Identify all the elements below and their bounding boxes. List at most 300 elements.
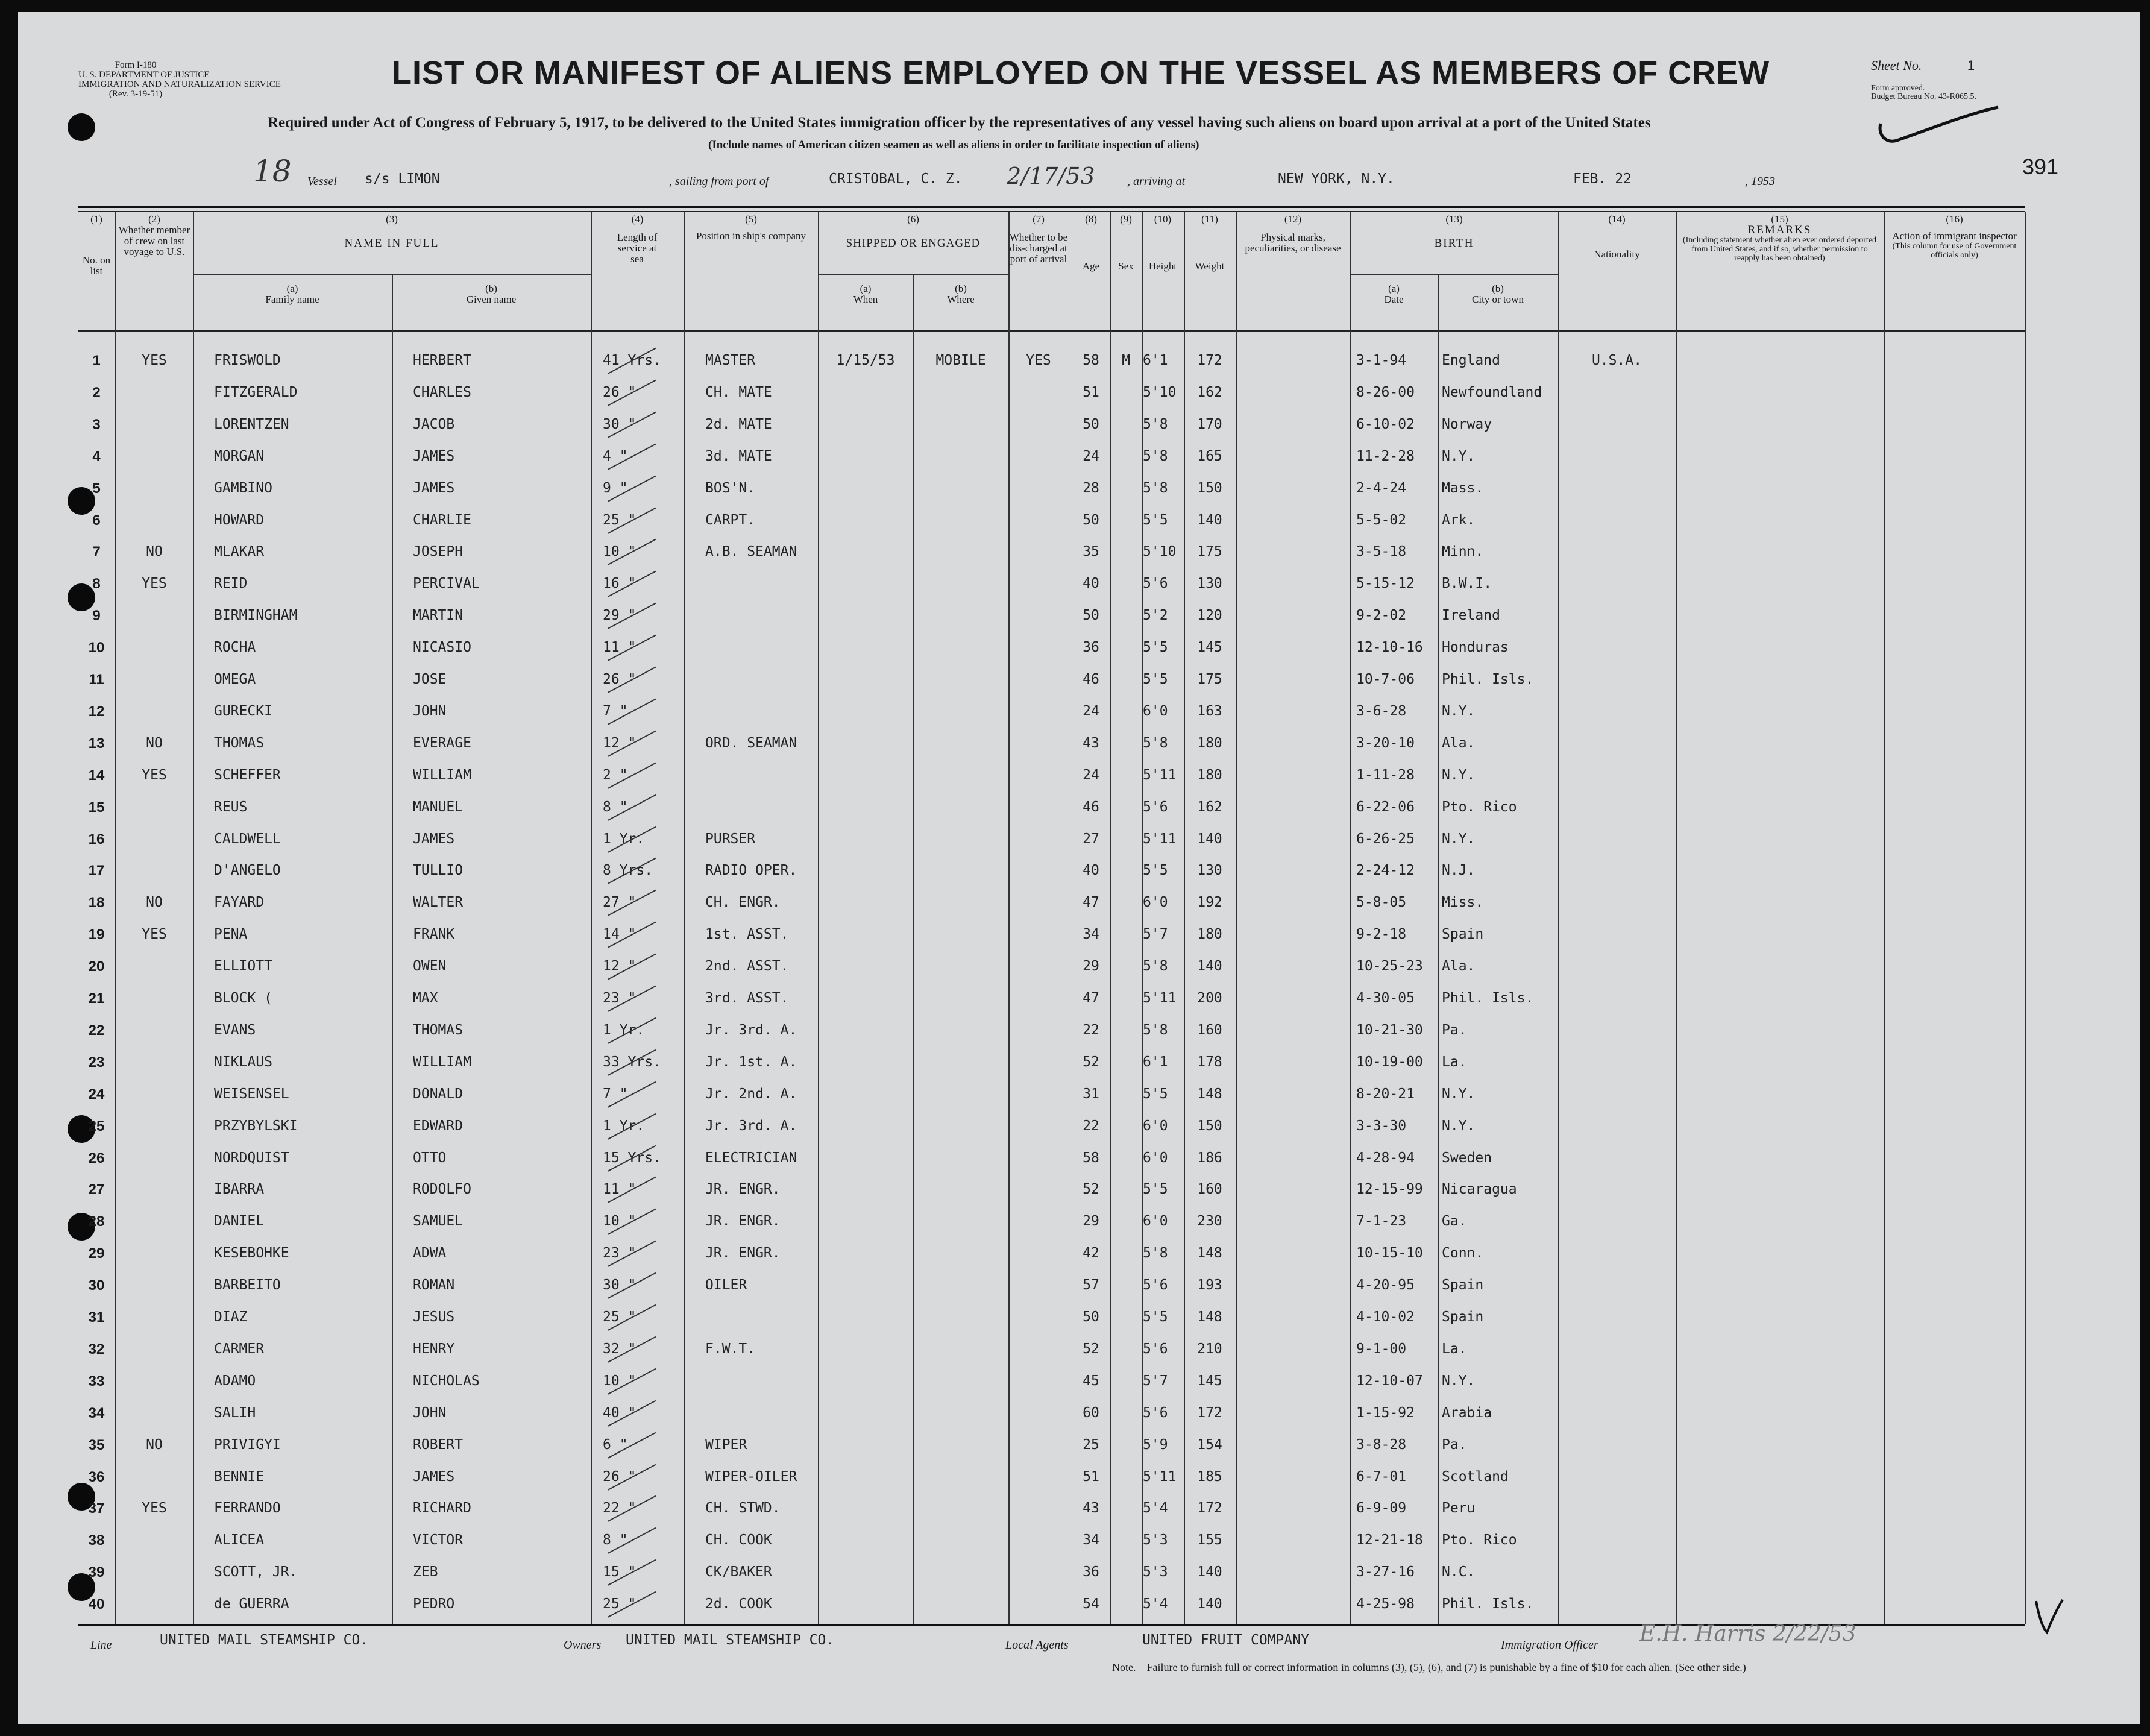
table-row — [0, 353, 2150, 377]
cell-age: 29 — [1083, 1213, 1099, 1229]
cell-given: JOSEPH — [413, 544, 464, 559]
cell-family: SALIH — [214, 1405, 256, 1421]
cell-city: N.Y. — [1442, 767, 1476, 783]
cell-position: MASTER — [705, 353, 756, 368]
cell-age: 51 — [1083, 385, 1099, 400]
cell-given: JOHN — [413, 703, 447, 719]
cell-bdate: 9-2-18 — [1356, 926, 1407, 942]
table-row — [0, 1277, 2150, 1301]
cell-n: 31 — [88, 1309, 105, 1326]
table-row — [0, 1054, 2150, 1078]
agents-label: Local Agents — [1005, 1638, 1069, 1652]
cell-height: 5'11 — [1143, 767, 1177, 783]
cell-height: 5'8 — [1143, 735, 1168, 751]
cell-family: WEISENSEL — [214, 1086, 289, 1102]
cell-service: 10 " — [603, 1213, 684, 1229]
col3-num: (3) — [386, 213, 398, 225]
cell-position: 2nd. ASST. — [705, 958, 789, 974]
cell-height: 6'0 — [1143, 1118, 1168, 1134]
cell-weight: 210 — [1197, 1341, 1222, 1357]
cell-sex: M — [1122, 353, 1130, 368]
cell-age: 27 — [1083, 831, 1099, 847]
cell-bdate: 1-15-92 — [1356, 1405, 1415, 1421]
cell-age: 50 — [1083, 1309, 1099, 1325]
cell-n: 5 — [92, 480, 101, 497]
table-row — [0, 1118, 2150, 1142]
cell-position: CK/BAKER — [705, 1564, 772, 1580]
cell-age: 58 — [1083, 353, 1099, 368]
cell-weight: 148 — [1197, 1245, 1222, 1261]
cell-bdate: 12-10-07 — [1356, 1373, 1423, 1389]
cell-bdate: 2-4-24 — [1356, 480, 1407, 496]
col12-header — [1236, 214, 1350, 254]
cell-age: 46 — [1083, 799, 1099, 815]
cell-position: ORD. SEAMAN — [705, 735, 797, 751]
cell-weight: 172 — [1197, 1405, 1222, 1421]
cell-family: REID — [214, 576, 248, 591]
cell-height: 5'6 — [1143, 1405, 1168, 1421]
arrival-year — [1745, 175, 1775, 189]
cell-height: 5'6 — [1143, 576, 1168, 591]
cell-bdate: 4-25-98 — [1356, 1596, 1415, 1612]
cell-bdate: 7-1-23 — [1356, 1213, 1407, 1229]
cell-weight: 180 — [1197, 926, 1222, 942]
cell-city: Scotland — [1442, 1469, 1509, 1485]
cell-age: 50 — [1083, 417, 1099, 432]
cell-family: SCOTT, JR. — [214, 1564, 298, 1580]
cell-position: A.B. SEAMAN — [705, 544, 797, 559]
cell-family: IBARRA — [214, 1181, 265, 1197]
cell-service: 14 " — [603, 926, 684, 942]
col3b-header — [392, 283, 591, 305]
agents-value: UNITED FRUIT COMPANY — [1142, 1632, 1309, 1648]
col13b-num: (b) — [1492, 283, 1504, 294]
cell-service: 8 " — [603, 799, 684, 815]
col1-label: No. on list — [82, 254, 111, 277]
cell-height: 6'0 — [1143, 895, 1168, 910]
cell-age: 22 — [1083, 1022, 1099, 1038]
cell-given: TULLIO — [413, 863, 464, 878]
cell-service: 25 " — [603, 512, 684, 528]
table-row — [0, 1405, 2150, 1429]
table-row — [0, 1469, 2150, 1493]
cell-service: 41 Yrs. — [603, 353, 684, 368]
cell-n: 3 — [92, 417, 101, 433]
cell-age: 34 — [1083, 926, 1099, 942]
table-row — [0, 895, 2150, 919]
cell-service: 8 " — [603, 1532, 684, 1548]
cell-position: RADIO OPER. — [705, 863, 797, 878]
cell-n: 16 — [88, 831, 105, 848]
cell-height: 5'8 — [1143, 1022, 1168, 1038]
cell-family: PRIVIGYI — [214, 1437, 281, 1453]
col7-num: (7) — [1033, 213, 1045, 225]
col13a-header — [1350, 283, 1438, 305]
cell-city: Norway — [1442, 417, 1492, 432]
cell-family: DIAZ — [214, 1309, 248, 1325]
cell-n: 19 — [88, 926, 105, 943]
cell-service: 1 Yr. — [603, 1022, 684, 1038]
table-row — [0, 512, 2150, 536]
cell-given: VICTOR — [413, 1532, 464, 1548]
table-row — [0, 831, 2150, 855]
cell-height: 5'5 — [1143, 1086, 1168, 1102]
cell-service: 1 Yr. — [603, 831, 684, 847]
cell-family: BENNIE — [214, 1469, 265, 1485]
table-row — [0, 1373, 2150, 1397]
department-name: U. S. DEPARTMENT OF JUSTICE — [78, 70, 210, 80]
cell-bdate: 6-26-25 — [1356, 831, 1415, 847]
cell-family: NIKLAUS — [214, 1054, 272, 1070]
cell-height: 5'6 — [1143, 1277, 1168, 1293]
col1-header — [78, 214, 115, 277]
col9-header — [1110, 214, 1142, 272]
cell-service: 33 Yrs. — [603, 1054, 684, 1070]
cell-bdate: 9-2-02 — [1356, 608, 1407, 623]
cell-city: N.Y. — [1442, 1086, 1476, 1102]
cell-n: 17 — [88, 863, 105, 879]
cell-family: BLOCK ( — [214, 990, 272, 1006]
cell-bdate: 3-5-18 — [1356, 544, 1407, 559]
cell-given: OWEN — [413, 958, 447, 974]
table-row — [0, 1532, 2150, 1556]
table-row — [0, 1309, 2150, 1333]
cell-given: WALTER — [413, 895, 464, 910]
table-row — [0, 703, 2150, 728]
sailing-label: , sailing from port of — [669, 175, 769, 188]
cell-age: 52 — [1083, 1341, 1099, 1357]
cell-given: NICHOLAS — [413, 1373, 480, 1389]
cell-height: 5'8 — [1143, 1245, 1168, 1261]
cell-family: GURECKI — [214, 703, 272, 719]
col8-header — [1072, 214, 1110, 272]
handwritten-date: 2/17/53 — [1007, 163, 1095, 189]
cell-given: JOSE — [413, 671, 447, 687]
cell-prev: NO — [146, 544, 163, 559]
col7-header — [1008, 214, 1069, 265]
cell-given: ADWA — [413, 1245, 447, 1261]
cell-position: OILER — [705, 1277, 747, 1293]
cell-service: 25 " — [603, 1596, 684, 1612]
cell-height: 6'1 — [1143, 353, 1168, 368]
cell-position: CARPT. — [705, 512, 756, 528]
cell-service: 25 " — [603, 1309, 684, 1325]
cell-service: 2 " — [603, 767, 684, 783]
cell-city: Ala. — [1442, 958, 1476, 974]
col2-header — [116, 214, 193, 257]
cell-family: BIRMINGHAM — [214, 608, 298, 623]
cell-position: Jr. 3rd. A. — [705, 1118, 797, 1134]
cell-given: NICASIO — [413, 640, 471, 655]
cell-weight: 160 — [1197, 1022, 1222, 1038]
table-row — [0, 1564, 2150, 1588]
col15-label: REMARKS — [1747, 224, 1812, 236]
cell-weight: 175 — [1197, 544, 1222, 559]
cell-age: 50 — [1083, 512, 1099, 528]
cell-n: 14 — [88, 767, 105, 784]
cell-age: 24 — [1083, 767, 1099, 783]
cell-position: Jr. 1st. A. — [705, 1054, 797, 1070]
cell-age: 43 — [1083, 735, 1099, 751]
col13a-num: (a) — [1388, 283, 1400, 294]
table-row — [0, 448, 2150, 473]
table-row — [0, 417, 2150, 441]
cell-n: 36 — [88, 1469, 105, 1485]
cell-service: 4 " — [603, 448, 684, 464]
cell-service: 8 Yrs. — [603, 863, 684, 878]
cell-city: Sweden — [1442, 1150, 1492, 1166]
cell-city: B.W.I. — [1442, 576, 1492, 591]
cell-bdate: 2-24-12 — [1356, 863, 1415, 878]
cell-n: 33 — [88, 1373, 105, 1389]
officer-label: Immigration Officer — [1501, 1638, 1598, 1652]
line-value: UNITED MAIL STEAMSHIP CO. — [160, 1632, 369, 1648]
cell-given: JAMES — [413, 480, 455, 496]
col6-num: (6) — [907, 213, 919, 225]
cell-given: FRANK — [413, 926, 455, 942]
cell-given: MAX — [413, 990, 438, 1006]
cell-bdate: 3-27-16 — [1356, 1564, 1415, 1580]
table-row — [0, 1150, 2150, 1174]
cell-city: Phil. Isls. — [1442, 990, 1534, 1006]
table-row — [0, 799, 2150, 823]
cell-n: 28 — [88, 1213, 105, 1230]
cell-city: La. — [1442, 1054, 1467, 1070]
col15-header — [1676, 214, 1884, 263]
table-row — [0, 544, 2150, 568]
cell-n: 27 — [88, 1181, 105, 1198]
cell-city: Spain — [1442, 926, 1484, 942]
table-row — [0, 1437, 2150, 1461]
cell-n: 30 — [88, 1277, 105, 1294]
cell-weight: 140 — [1197, 1564, 1222, 1580]
cell-weight: 145 — [1197, 640, 1222, 655]
cell-position: CH. ENGR. — [705, 895, 781, 910]
cell-service: 15 Yrs. — [603, 1150, 684, 1166]
table-row — [0, 1022, 2150, 1046]
cell-family: MLAKAR — [214, 544, 265, 559]
cell-n: 18 — [88, 895, 105, 911]
cell-height: 6'0 — [1143, 1150, 1168, 1166]
cell-service: 9 " — [603, 480, 684, 496]
cell-weight: 140 — [1197, 958, 1222, 974]
cell-city: Phil. Isls. — [1442, 671, 1534, 687]
cell-position: WIPER — [705, 1437, 747, 1453]
cell-n: 39 — [88, 1564, 105, 1580]
cell-city: N.Y. — [1442, 448, 1476, 464]
cell-age: 36 — [1083, 640, 1099, 655]
cell-height: 5'11 — [1143, 831, 1177, 847]
cell-age: 51 — [1083, 1469, 1099, 1485]
cell-weight: 165 — [1197, 448, 1222, 464]
cell-given: HENRY — [413, 1341, 455, 1357]
cell-city: Ireland — [1442, 608, 1500, 623]
table-row — [0, 385, 2150, 409]
cell-city: Minn. — [1442, 544, 1484, 559]
cell-age: 40 — [1083, 863, 1099, 878]
cell-bdate: 6-10-02 — [1356, 417, 1415, 432]
subtitle: Required under Act of Congress of February 5, 1917, to be delivered to the United States immigration officer by the representatives of any vessel having such aliens on board upon arrival at a port of the United States — [268, 115, 1651, 131]
cell-position: 2d. COOK — [705, 1596, 772, 1612]
table-row — [0, 990, 2150, 1014]
cell-bdate: 10-15-10 — [1356, 1245, 1423, 1261]
cell-service: 27 " — [603, 895, 684, 910]
col16-num: (16) — [1946, 213, 1963, 225]
cell-height: 5'7 — [1143, 1373, 1168, 1389]
cell-weight: 172 — [1197, 1500, 1222, 1516]
cell-height: 6'0 — [1143, 1213, 1168, 1229]
cell-height: 5'5 — [1143, 1181, 1168, 1197]
col1-num: (1) — [90, 213, 102, 225]
cell-family: FITZGERALD — [214, 385, 298, 400]
col4-header — [591, 214, 684, 265]
col15-sub: (Including statement whether alien ever ordered deported from United States, and if so, whether permission to reapply has been obtained) — [1682, 236, 1877, 263]
cell-bdate: 4-28-94 — [1356, 1150, 1415, 1166]
cell-height: 5'5 — [1143, 863, 1168, 878]
col10-label: Height — [1148, 260, 1177, 272]
vessel-name: s/s LIMON — [365, 171, 440, 187]
cell-age: 36 — [1083, 1564, 1099, 1580]
col6-label: SHIPPED OR ENGAGED — [846, 237, 981, 250]
cell-bdate: 11-2-28 — [1356, 448, 1415, 464]
cell-position: 3d. MATE — [705, 448, 772, 464]
cell-service: 7 " — [603, 703, 684, 719]
sheet-number-value: 1 — [1967, 58, 1975, 73]
cell-city: Pto. Rico — [1442, 1532, 1517, 1548]
cell-age: 43 — [1083, 1500, 1099, 1516]
cell-service: 26 " — [603, 671, 684, 687]
cell-height: 5'8 — [1143, 417, 1168, 432]
col6b-label: Where — [947, 294, 975, 305]
col11-header — [1184, 214, 1236, 272]
cell-service: 23 " — [603, 990, 684, 1006]
cell-height: 5'6 — [1143, 1341, 1168, 1357]
officer-signature: E.H. Harris 2/22/53 — [1639, 1621, 1856, 1646]
arriving-label: , arriving at — [1127, 175, 1186, 188]
cell-given: WILLIAM — [413, 1054, 471, 1070]
cell-height: 5'4 — [1143, 1596, 1168, 1612]
cell-bdate: 12-21-18 — [1356, 1532, 1423, 1548]
cell-given: MANUEL — [413, 799, 464, 815]
cell-city: Arabia — [1442, 1405, 1492, 1421]
cell-age: 24 — [1083, 703, 1099, 719]
cell-bdate: 6-22-06 — [1356, 799, 1415, 815]
cell-service: 30 " — [603, 1277, 684, 1293]
cell-n: 32 — [88, 1341, 105, 1357]
cell-height: 5'6 — [1143, 799, 1168, 815]
cell-bdate: 10-7-06 — [1356, 671, 1415, 687]
cell-weight: 145 — [1197, 1373, 1222, 1389]
cell-age: 28 — [1083, 480, 1099, 496]
cell-position: 2d. MATE — [705, 417, 772, 432]
cell-n: 15 — [88, 799, 105, 816]
col4-label: Length of service at sea — [617, 231, 658, 265]
birth-sub-rule — [1350, 274, 1558, 275]
cell-prev: YES — [142, 353, 167, 368]
cell-age: 57 — [1083, 1277, 1099, 1293]
cell-position: CH. MATE — [705, 385, 772, 400]
col6a-num: (a) — [860, 283, 872, 294]
col6-header — [818, 214, 1008, 249]
cell-family: ELLIOTT — [214, 958, 272, 974]
cell-service: 15 " — [603, 1564, 684, 1580]
page-stamp-number: 391 — [2022, 154, 2059, 179]
cell-family: HOWARD — [214, 512, 265, 528]
cell-when: 1/15/53 — [836, 353, 895, 368]
col3b-num: (b) — [485, 283, 497, 294]
cell-n: 21 — [88, 990, 105, 1007]
cell-height: 6'0 — [1143, 703, 1168, 719]
cell-position: BOS'N. — [705, 480, 756, 496]
table-row — [0, 1341, 2150, 1365]
cell-weight: 160 — [1197, 1181, 1222, 1197]
col11-num: (11) — [1201, 213, 1218, 225]
cell-weight: 154 — [1197, 1437, 1222, 1453]
cell-weight: 150 — [1197, 1118, 1222, 1134]
arrival-port: NEW YORK, N.Y. — [1278, 171, 1395, 187]
cell-given: PEDRO — [413, 1596, 455, 1612]
cell-weight: 180 — [1197, 767, 1222, 783]
cell-bdate: 6-7-01 — [1356, 1469, 1407, 1485]
cell-height: 5'11 — [1143, 1469, 1177, 1485]
cell-bdate: 3-6-28 — [1356, 703, 1407, 719]
cell-position: PURSER — [705, 831, 756, 847]
cell-family: ALICEA — [214, 1532, 265, 1548]
table-row — [0, 1596, 2150, 1620]
cell-city: N.J. — [1442, 863, 1476, 878]
cell-height: 5'5 — [1143, 640, 1168, 655]
cell-service: 16 " — [603, 576, 684, 591]
cell-city: Peru — [1442, 1500, 1476, 1516]
cell-city: Pa. — [1442, 1437, 1467, 1453]
cell-service: 10 " — [603, 1373, 684, 1389]
col9-num: (9) — [1120, 213, 1132, 225]
cell-height: 5'10 — [1143, 385, 1177, 400]
cell-family: CARMER — [214, 1341, 265, 1357]
col5-label: Position in ship's company — [696, 230, 806, 242]
cell-family: FAYARD — [214, 895, 265, 910]
cell-service: 26 " — [603, 1469, 684, 1485]
cell-given: MARTIN — [413, 608, 464, 623]
cell-given: HERBERT — [413, 353, 471, 368]
owners-value: UNITED MAIL STEAMSHIP CO. — [626, 1632, 835, 1648]
cell-position: CH. COOK — [705, 1532, 772, 1548]
cell-weight: 140 — [1197, 831, 1222, 847]
col13-label: BIRTH — [1434, 237, 1474, 250]
arrival-date: FEB. 22 — [1573, 171, 1632, 187]
cell-age: 29 — [1083, 958, 1099, 974]
cell-height: 5'3 — [1143, 1532, 1168, 1548]
cell-position: Jr. 3rd. A. — [705, 1022, 797, 1038]
cell-age: 45 — [1083, 1373, 1099, 1389]
cell-bdate: 6-9-09 — [1356, 1500, 1407, 1516]
cell-prev: NO — [146, 1437, 163, 1453]
cell-bdate: 4-10-02 — [1356, 1309, 1415, 1325]
sheet-number — [1871, 58, 1975, 74]
cell-height: 5'10 — [1143, 544, 1177, 559]
cell-prev: NO — [146, 895, 163, 910]
cell-city: N.Y. — [1442, 1373, 1476, 1389]
cell-bdate: 10-21-30 — [1356, 1022, 1423, 1038]
cell-service: 12 " — [603, 735, 684, 751]
cell-age: 47 — [1083, 895, 1099, 910]
cell-height: 5'8 — [1143, 958, 1168, 974]
col2-num: (2) — [148, 213, 160, 225]
table-row — [0, 576, 2150, 600]
cell-height: 5'5 — [1143, 1309, 1168, 1325]
cell-given: THOMAS — [413, 1022, 464, 1038]
cell-bdate: 9-1-00 — [1356, 1341, 1407, 1357]
